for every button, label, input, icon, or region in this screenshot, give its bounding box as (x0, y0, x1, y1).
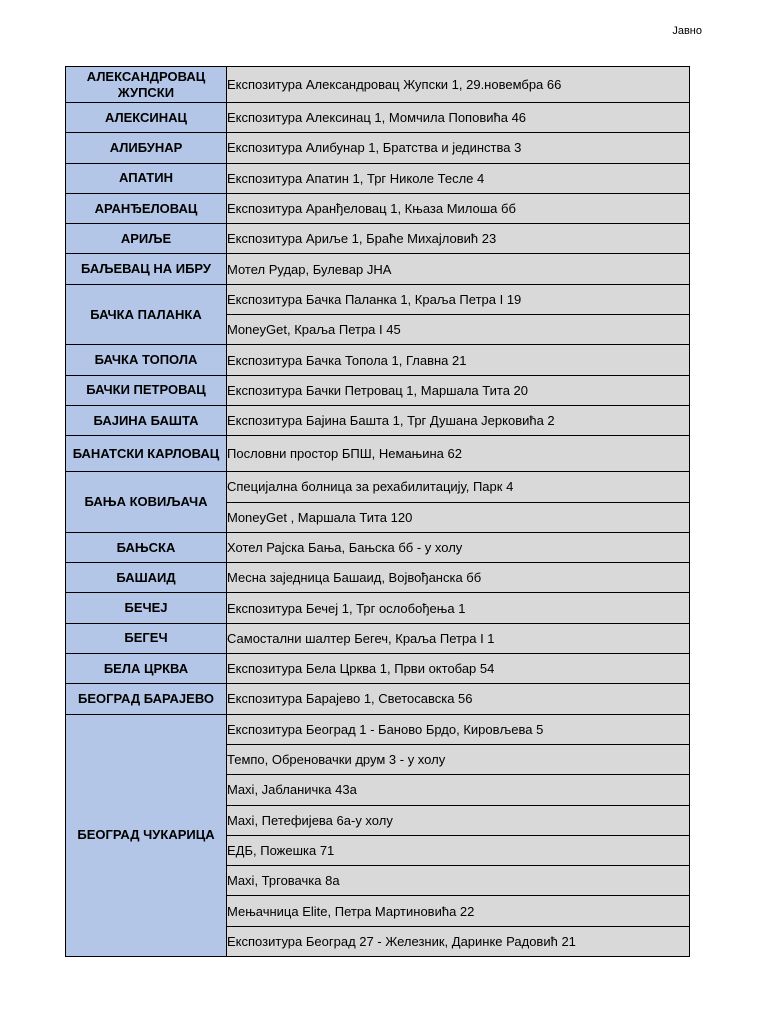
city-name-cell: БЕЛА ЦРКВА (66, 654, 227, 684)
address-cell: Експозитура Бачки Петровац 1, Маршала Тита 20 (227, 375, 690, 405)
city-name-cell: АРИЉЕ (66, 224, 227, 254)
address-cell: ЕДБ, Пожешка 71 (227, 835, 690, 865)
address-cell: Експозитура Београд 27 - Железник, Даринке Радовић 21 (227, 926, 690, 956)
table-row (66, 284, 690, 314)
address-cell: Експозитура Ариље 1, Браће Михајловић 23 (227, 224, 690, 254)
table-row (66, 563, 690, 593)
locations-table-body (66, 67, 690, 957)
table-row (66, 375, 690, 405)
city-name-cell: БЕГЕЧ (66, 623, 227, 653)
address-cell: Специјална болница за рехабилитацију, Парк 4 (227, 472, 690, 502)
city-name-cell: БАШАИД (66, 563, 227, 593)
table-row (66, 103, 690, 133)
table-row (66, 193, 690, 223)
address-cell: Експозитура Александровац Жупски 1, 29.новембра 66 (227, 67, 690, 103)
table-row (66, 472, 690, 502)
address-cell: Мотел Рудар, Булевар ЈНА (227, 254, 690, 284)
locations-table (65, 66, 690, 957)
table-row (66, 345, 690, 375)
address-cell: Експозитура Бачка Топола 1, Главна 21 (227, 345, 690, 375)
table-row (66, 714, 690, 744)
city-name-cell: АЛЕКСИНАЦ (66, 103, 227, 133)
city-name-cell: БЕОГРАД БАРАЈЕВО (66, 684, 227, 714)
address-cell: Експозитура Алексинац 1, Момчила Поповића 46 (227, 103, 690, 133)
address-cell: Темпо, Обреновачки друм 3 - у холу (227, 744, 690, 774)
city-name-cell: БЕЧЕЈ (66, 593, 227, 623)
city-name-cell: БАЈИНА БАШТА (66, 405, 227, 435)
address-cell: Мењачница Elite, Петра Мартиновића 22 (227, 896, 690, 926)
table-row (66, 684, 690, 714)
address-cell: MoneyGet, Краља Петра I 45 (227, 315, 690, 345)
address-cell: Експозитура Бачка Паланка 1, Краља Петра I 19 (227, 284, 690, 314)
address-cell: Месна заједница Башаид, Војвођанска бб (227, 563, 690, 593)
address-cell: Maxi, Трговачка 8а (227, 866, 690, 896)
table-row (66, 67, 690, 103)
table-row (66, 532, 690, 562)
address-cell: MoneyGet , Маршала Тита 120 (227, 502, 690, 532)
address-cell: Експозитура Београд 1 - Баново Брдо, Кировљева 5 (227, 714, 690, 744)
address-cell: Експозитура Бајина Башта 1, Трг Душана Јерковића 2 (227, 405, 690, 435)
city-name-cell: БАЊСКА (66, 532, 227, 562)
address-cell: Пословни простор БПШ, Немањина 62 (227, 436, 690, 472)
address-cell: Експозитура Барајево 1, Светосавска 56 (227, 684, 690, 714)
table-row (66, 654, 690, 684)
city-name-cell: АРАНЂЕЛОВАЦ (66, 193, 227, 223)
table-row (66, 593, 690, 623)
address-cell: Хотел Рајска Бања, Бањска бб - у холу (227, 532, 690, 562)
address-cell: Експозитура Апатин 1, Трг Николе Тесле 4 (227, 163, 690, 193)
city-name-cell: БАЧКА ПАЛАНКА (66, 284, 227, 345)
city-name-cell: БАЉЕВАЦ НА ИБРУ (66, 254, 227, 284)
table-row (66, 224, 690, 254)
classification-label: Јавно (672, 25, 702, 37)
table-row (66, 436, 690, 472)
table-row (66, 254, 690, 284)
table-row (66, 623, 690, 653)
address-cell: Експозитура Бечеј 1, Трг ослобођења 1 (227, 593, 690, 623)
table-row (66, 163, 690, 193)
city-name-cell: БАЧКИ ПЕТРОВАЦ (66, 375, 227, 405)
address-cell: Самостални шалтер Бегеч, Краља Петра I 1 (227, 623, 690, 653)
city-name-cell: БАЧКА ТОПОЛА (66, 345, 227, 375)
city-name-cell: АПАТИН (66, 163, 227, 193)
address-cell: Експозитура Аранђеловац 1, Књаза Милоша бб (227, 193, 690, 223)
city-name-cell: АЛИБУНАР (66, 133, 227, 163)
address-cell: Maxi, Јабланичка 43а (227, 775, 690, 805)
address-cell: Експозитура Бела Црква 1, Први октобар 54 (227, 654, 690, 684)
city-name-cell: БАНАТСКИ КАРЛОВАЦ (66, 436, 227, 472)
table-row (66, 405, 690, 435)
table-row (66, 133, 690, 163)
address-cell: Maxi, Петефијева 6а-у холу (227, 805, 690, 835)
city-name-cell: БАЊА КОВИЉАЧА (66, 472, 227, 533)
city-name-cell: АЛЕКСАНДРОВАЦ ЖУПСКИ (66, 67, 227, 103)
address-cell: Експозитура Алибунар 1, Братства и јединства 3 (227, 133, 690, 163)
city-name-cell: БЕОГРАД ЧУКАРИЦА (66, 714, 227, 956)
